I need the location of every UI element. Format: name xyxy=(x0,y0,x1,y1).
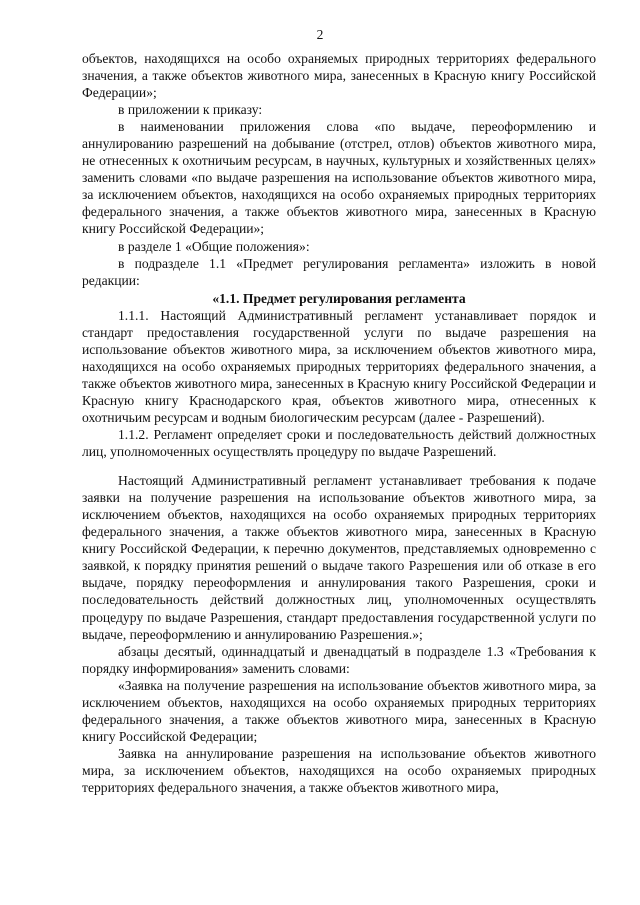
document-body xyxy=(82,50,596,796)
paragraph: 1.1.1. Настоящий Административный регламент устанавливает порядок и стандарт предоставления государственной услуги по выдаче разрешения на использование объектов животного мира, за исключением объектов животного мира, находящихся на особо охраняемых природных территориях федерального значения, а также объектов животного мира, занесенных в Красную книгу Российской Федерации и Красную книгу Краснодарского края, объектов животного мира, отнесенных к охотничьим ресурсам и водным биологическим ресурсам (далее - Разрешений). xyxy=(82,307,596,425)
paragraph: в разделе 1 «Общие положения»: xyxy=(118,238,310,254)
paragraph: «Заявка на получение разрешения на использование объектов животного мира, за исключением объектов, находящихся на особо охраняемых природных территориях федерального значения, а также объектов животного мира, занесенных в Красную книгу Российской Федерации; xyxy=(82,677,596,744)
paragraph: в приложении к приказу: xyxy=(118,102,263,118)
section-heading: «1.1. Предмет регулирования регламента xyxy=(212,290,466,306)
paragraph: абзацы десятый, одиннадцатый и двенадцатый в подразделе 1.3 «Требования к порядку информирования» заменить словами: xyxy=(82,643,596,676)
paragraph: объектов, находящихся на особо охраняемых природных территориях федерального значения, а также объектов животного мира, занесенных в Красную книгу Российской Федерации»; xyxy=(82,51,596,101)
paragraph: 1.1.2. Регламент определяет сроки и последовательность действий должностных лиц, уполномоченных осуществлять процедуру по выдаче Разрешений. xyxy=(82,427,596,460)
paragraph: Заявка на аннулирование разрешения на использование объектов животного мира, за исключением объектов, находящихся на особо охраняемых природных территориях федерального значения, а также объектов животного мира, xyxy=(82,745,596,795)
paragraph: в подразделе 1.1 «Предмет регулирования регламента» изложить в новой редакции: xyxy=(82,255,596,288)
page-number: 2 xyxy=(316,27,324,42)
paragraph: Настоящий Административный регламент устанавливает требования к подаче заявки на получение разрешения на использование объектов животного мира, за исключением объектов, находящихся на особо охраняемых природных территориях федерального значения, а также объектов животного мира, занесенных в Красную книгу Российской Федерации, к перечню документов, представляемых одновременно с заявкой, к порядку принятия решений о выдаче такого Разрешения или об отказе в его выдаче, порядку переоформления и аннулирования такого Разрешения, сроки и последовательность действий должностных лиц, уполномоченных осуществлять процедуру по выдаче Разрешения, стандарт предоставления государственной услуги по выдаче, переоформлению и аннулированию Разрешения.»; xyxy=(82,473,596,642)
paragraph: в наименовании приложения слова «по выдаче, переоформлению и аннулированию разрешений на добывание (отстрел, отлов) объектов животного мира, не отнесенных к охотничьим ресурсам, в научных, культурных и хозяйственных целях» заменить словами «по выдаче разрешения на использование объектов животного мира, за исключением объектов, находящихся на особо охраняемых природных территориях федерального значения, а также объектов животного мира, занесенных в Красную книгу Российской Федерации»; xyxy=(82,119,596,237)
